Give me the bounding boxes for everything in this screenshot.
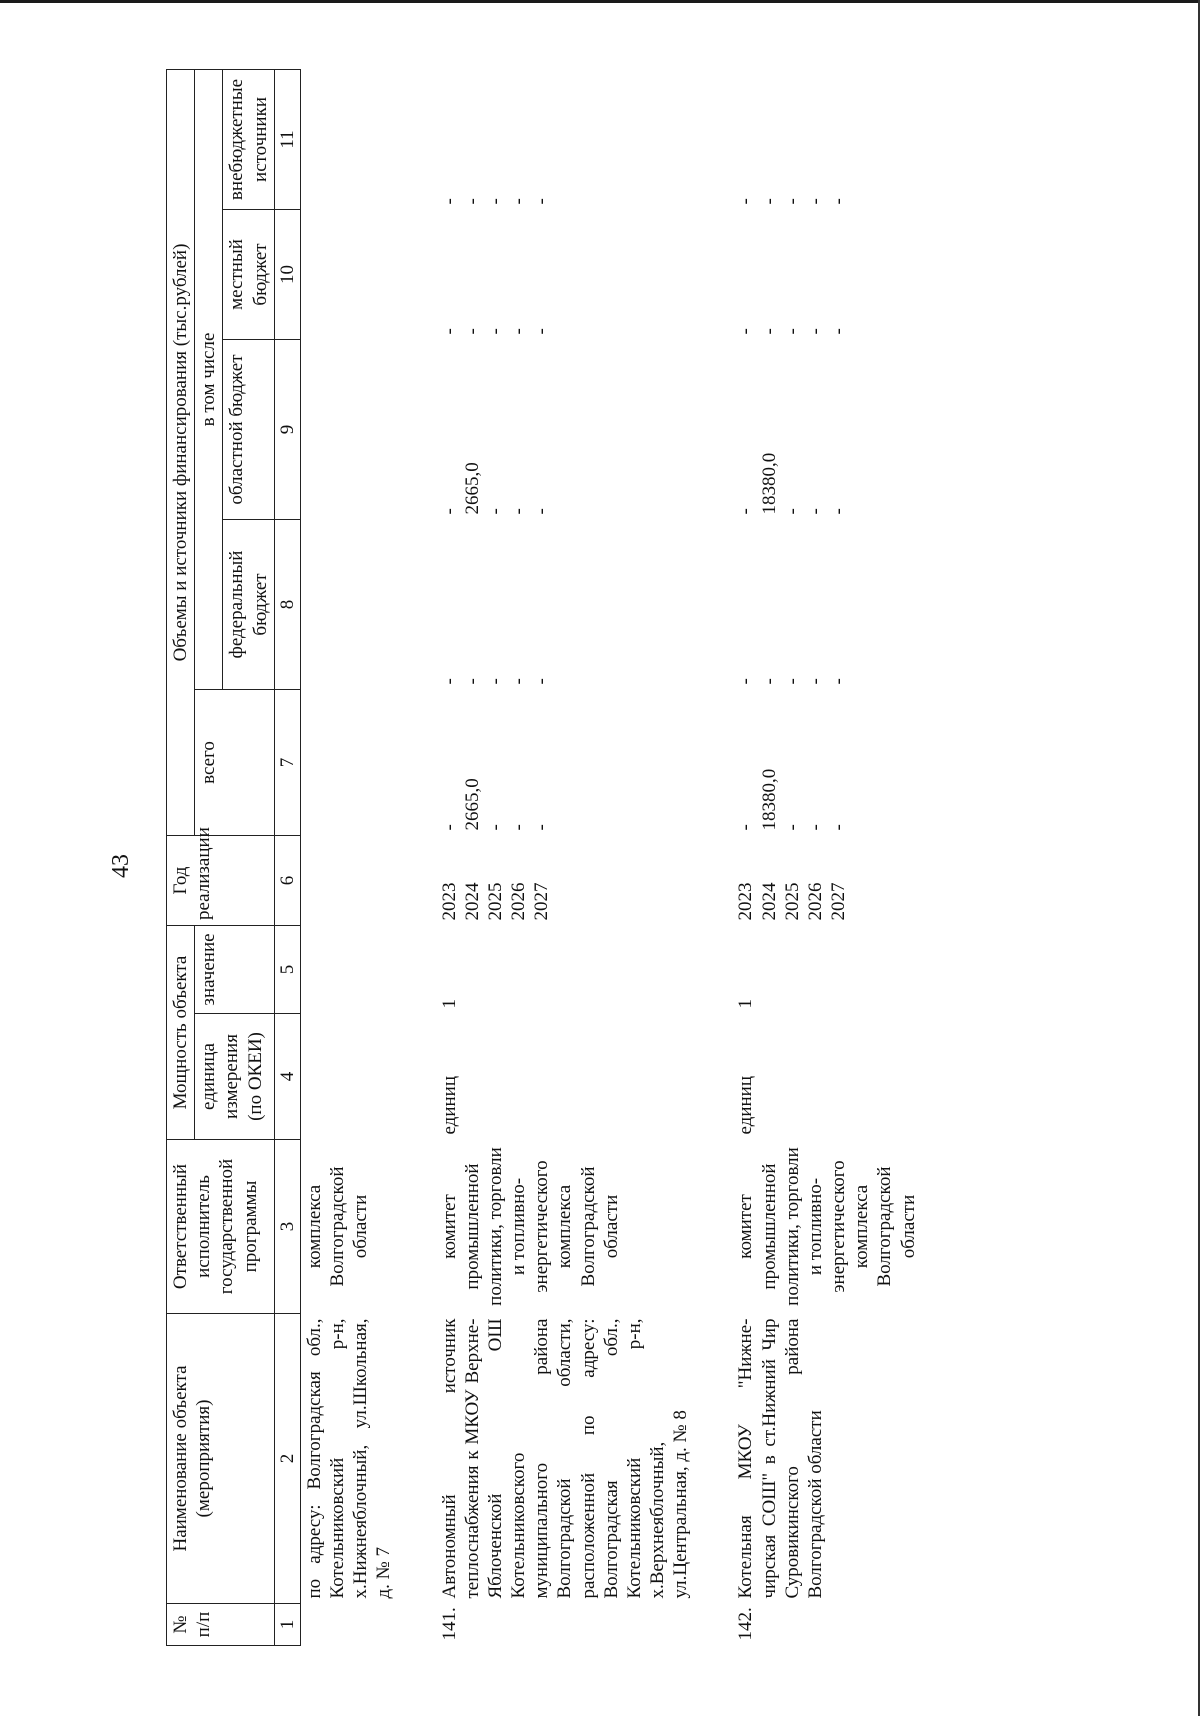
extrabudget-cell: - bbox=[758, 198, 780, 205]
regional-cell: - bbox=[781, 508, 803, 515]
row-capacity-value: 1 bbox=[438, 999, 460, 1009]
regional-cell: - bbox=[804, 508, 826, 515]
total-cell: - bbox=[781, 824, 803, 831]
row-years bbox=[732, 836, 921, 926]
row-object-name: по адресу: Волгоградская обл., Котельниковский р-н, х.Нижнеяблочный, ул.Школьная, д. № 7 bbox=[303, 1318, 395, 1599]
column-number: 1 bbox=[274, 1604, 300, 1646]
row-extrabudget bbox=[436, 69, 695, 209]
row-federal bbox=[732, 520, 921, 690]
header-extrabudget-sources: внебюджетные источники bbox=[223, 69, 274, 209]
federal-cell: - bbox=[508, 678, 530, 685]
row-total bbox=[436, 690, 695, 836]
row-spacer bbox=[398, 69, 436, 1645]
header-total: всего bbox=[195, 690, 275, 836]
row-regional bbox=[732, 340, 921, 520]
regional-cell: - bbox=[438, 508, 460, 515]
column-number: 11 bbox=[274, 69, 300, 209]
row-executor: комплекса Волгоградской области bbox=[303, 1166, 372, 1287]
regional-cell: - bbox=[508, 508, 530, 515]
regional-cell: - bbox=[735, 508, 757, 515]
federal-cell: - bbox=[461, 678, 483, 685]
header-including: в том числе bbox=[195, 69, 223, 689]
extrabudget-cell: - bbox=[781, 198, 803, 205]
extrabudget-cell: - bbox=[461, 198, 483, 205]
year-cell: 2023 bbox=[735, 882, 757, 921]
local-cell: - bbox=[461, 328, 483, 335]
year-cell: 2025 bbox=[484, 882, 506, 921]
row-capacity-unit: единиц bbox=[438, 1075, 460, 1135]
row-federal bbox=[300, 520, 397, 690]
total-cell: - bbox=[484, 824, 506, 831]
local-cell: - bbox=[484, 328, 506, 335]
header-local-budget: местный бюджет bbox=[223, 210, 274, 340]
regional-cell: - bbox=[828, 508, 850, 515]
total-cell: - bbox=[804, 824, 826, 831]
total-cell: - bbox=[438, 824, 460, 831]
column-number: 9 bbox=[274, 340, 300, 520]
row-object-name: Автономный источник теплоснабжения к МКОУ Верхне-Яблоченской ОШ Котельниковского муниципального района Волгоградской области, расположенной по адресу: Волгоградская обл., Котельниковский р-н, х.Верхнеяблочный, ул.Центральная, д. № 8 bbox=[438, 1318, 692, 1599]
header-executor: Ответственный исполнитель государственной программы bbox=[167, 1140, 275, 1314]
row-number: 141. bbox=[438, 1607, 460, 1641]
row-local bbox=[436, 210, 695, 340]
row-executor: комитет промышленной политики, торговли и топливно-энергетического комплекса Волгоградской области bbox=[438, 1147, 622, 1306]
column-number: 4 bbox=[274, 1014, 300, 1140]
federal-cell: - bbox=[735, 678, 757, 685]
column-number: 7 bbox=[274, 690, 300, 836]
header-federal-budget: федеральный бюджет bbox=[223, 520, 274, 690]
row-capacity-unit: единиц bbox=[735, 1075, 757, 1135]
column-number: 6 bbox=[274, 836, 300, 926]
column-number: 3 bbox=[274, 1140, 300, 1314]
header-capacity-value: значение bbox=[195, 926, 275, 1014]
extrabudget-cell: - bbox=[438, 198, 460, 205]
row-total bbox=[300, 690, 397, 836]
year-cell: 2026 bbox=[804, 882, 826, 921]
row-number: 142. bbox=[735, 1607, 757, 1641]
total-cell: - bbox=[828, 824, 850, 831]
column-number: 5 bbox=[274, 926, 300, 1014]
year-cell: 2024 bbox=[758, 882, 780, 921]
row-federal bbox=[436, 520, 695, 690]
page-number: 43 bbox=[108, 854, 134, 878]
header-year: Год реализации bbox=[167, 836, 275, 926]
extrabudget-cell: - bbox=[508, 198, 530, 205]
regional-cell: - bbox=[484, 508, 506, 515]
row-capacity-unit bbox=[300, 1014, 397, 1140]
table-row-141 bbox=[436, 69, 695, 1645]
local-cell: - bbox=[804, 328, 826, 335]
regional-cell: 2665,0 bbox=[461, 462, 483, 515]
column-number: 2 bbox=[274, 1314, 300, 1604]
year-cell: 2025 bbox=[781, 882, 803, 921]
federal-cell: - bbox=[438, 678, 460, 685]
table-body bbox=[300, 69, 921, 1645]
total-cell: - bbox=[735, 824, 757, 831]
header-funding: Объемы и источники финансирования (тыс.рублей) bbox=[167, 69, 195, 835]
local-cell: - bbox=[508, 328, 530, 335]
row-regional bbox=[436, 340, 695, 520]
row-years bbox=[436, 836, 695, 926]
local-cell: - bbox=[781, 328, 803, 335]
row-local bbox=[300, 210, 397, 340]
year-cell: 2027 bbox=[531, 882, 553, 921]
year-cell: 2023 bbox=[438, 882, 460, 921]
total-cell: 18380,0 bbox=[758, 768, 780, 831]
federal-cell: - bbox=[758, 678, 780, 685]
federal-cell: - bbox=[531, 678, 553, 685]
row-capacity-value: 1 bbox=[735, 999, 757, 1009]
column-number: 8 bbox=[274, 520, 300, 690]
federal-cell: - bbox=[781, 678, 803, 685]
extrabudget-cell: - bbox=[531, 198, 553, 205]
year-cell: 2026 bbox=[508, 882, 530, 921]
row-extrabudget bbox=[732, 69, 921, 209]
table-row-continuation bbox=[300, 69, 397, 1645]
federal-cell: - bbox=[804, 678, 826, 685]
regional-cell: - bbox=[531, 508, 553, 515]
total-cell: - bbox=[508, 824, 530, 831]
header-object-name: Наименование объекта (мероприятия) bbox=[167, 1314, 275, 1604]
table-row-142 bbox=[732, 69, 921, 1645]
table-header bbox=[167, 69, 301, 1645]
column-number: 10 bbox=[274, 210, 300, 340]
row-years bbox=[300, 836, 397, 926]
local-cell: - bbox=[531, 328, 553, 335]
row-regional bbox=[300, 340, 397, 520]
row-spacer bbox=[694, 69, 732, 1645]
row-number bbox=[300, 1604, 397, 1646]
header-number: № п/п bbox=[167, 1604, 275, 1646]
extrabudget-cell: - bbox=[484, 198, 506, 205]
regional-cell: 18380,0 bbox=[758, 452, 780, 515]
local-cell: - bbox=[735, 328, 757, 335]
row-total bbox=[732, 690, 921, 836]
federal-cell: - bbox=[828, 678, 850, 685]
extrabudget-cell: - bbox=[804, 198, 826, 205]
row-local bbox=[732, 210, 921, 340]
extrabudget-cell: - bbox=[828, 198, 850, 205]
extrabudget-cell: - bbox=[735, 198, 757, 205]
row-capacity-value bbox=[300, 926, 397, 1014]
row-executor: комитет промышленной политики, торговли и топливно-энергетического комплекса Волгоградской области bbox=[735, 1147, 919, 1306]
local-cell: - bbox=[758, 328, 780, 335]
row-extrabudget bbox=[300, 69, 397, 209]
program-objects-table bbox=[166, 69, 922, 1646]
header-capacity: Мощность объекта bbox=[167, 926, 195, 1140]
total-cell: 2665,0 bbox=[461, 778, 483, 831]
local-cell: - bbox=[438, 328, 460, 335]
column-numbers-row bbox=[274, 69, 300, 1645]
row-object-name: Котельная МКОУ "Нижне-чирская СОШ" в ст.Нижний Чир Суровикинского района Волгоградской области bbox=[735, 1318, 826, 1599]
header-capacity-unit: единица измерения (по ОКЕИ) bbox=[195, 1014, 275, 1140]
year-cell: 2027 bbox=[828, 882, 850, 921]
year-cell: 2024 bbox=[461, 882, 483, 921]
header-regional-budget: областной бюджет bbox=[223, 340, 274, 520]
federal-cell: - bbox=[484, 678, 506, 685]
total-cell: - bbox=[531, 824, 553, 831]
local-cell: - bbox=[828, 328, 850, 335]
